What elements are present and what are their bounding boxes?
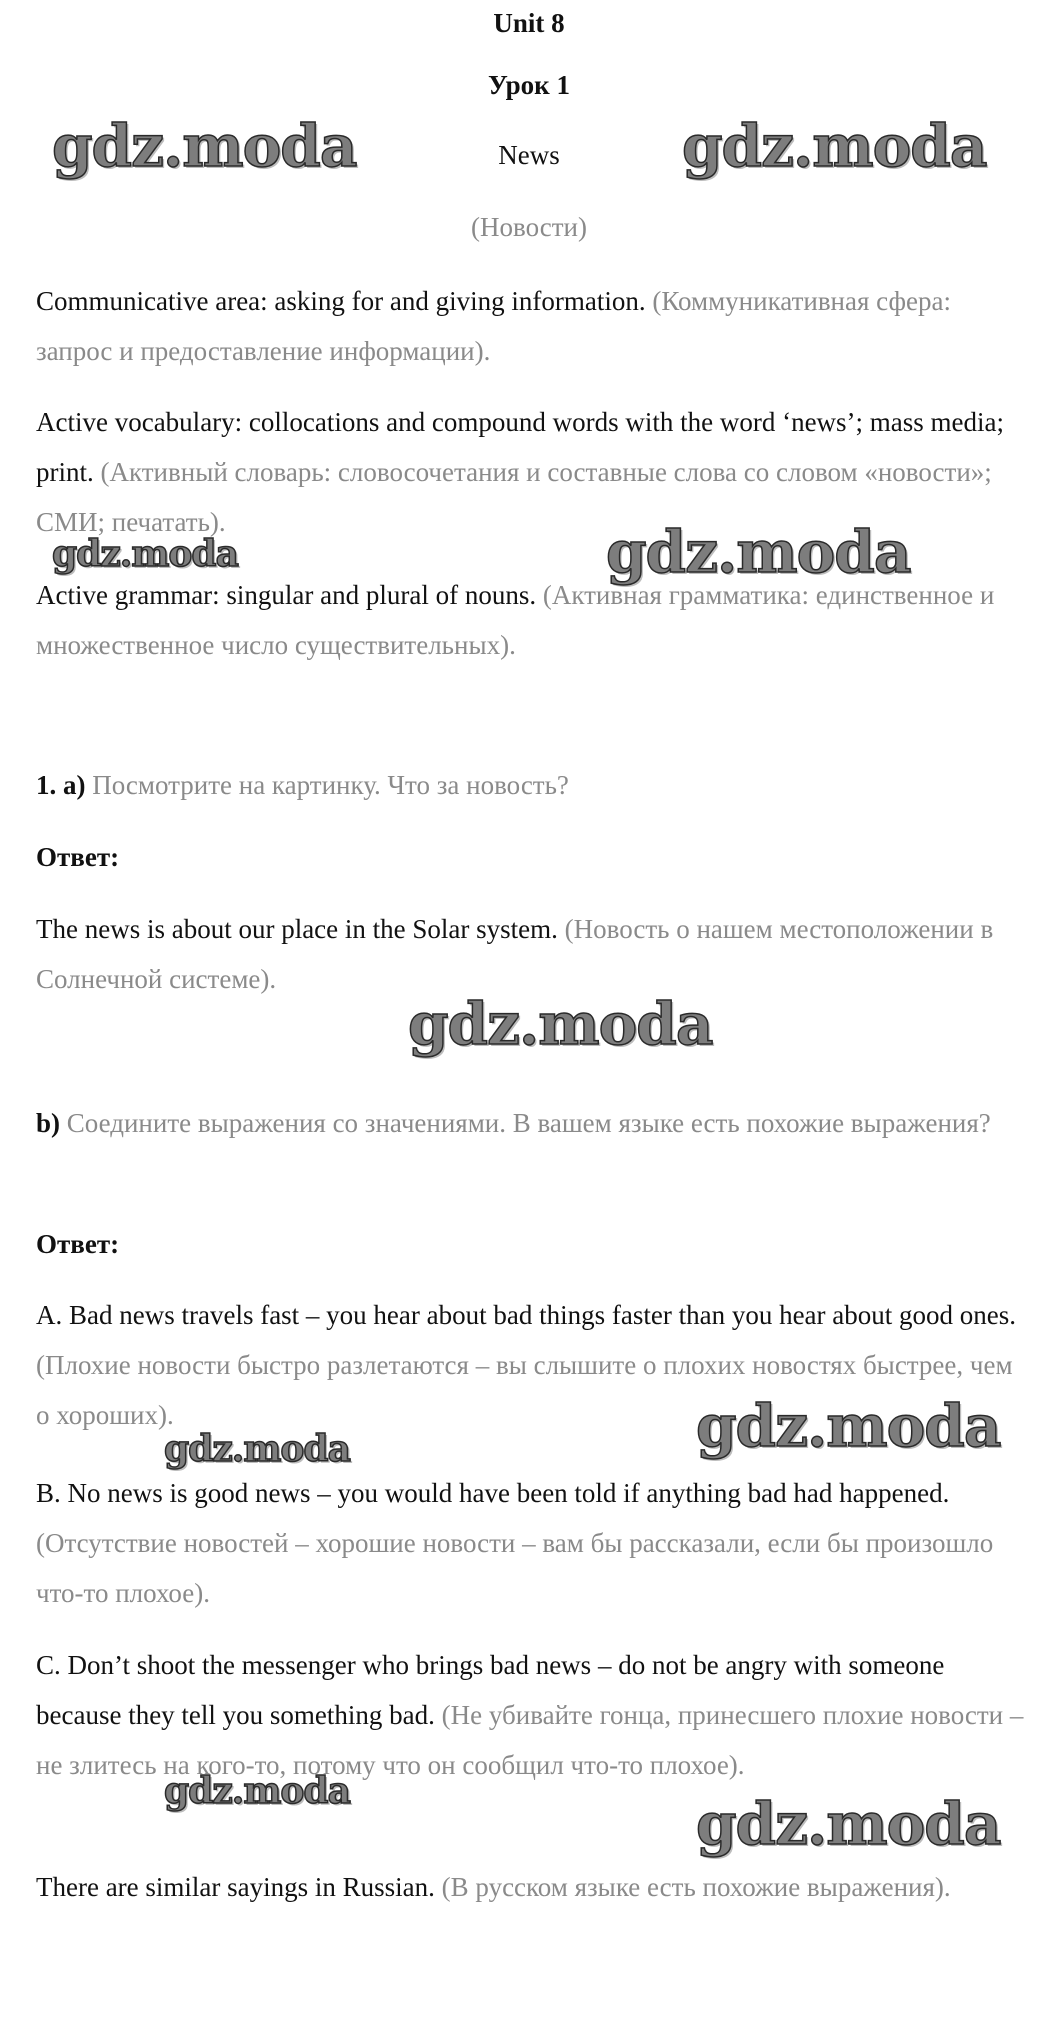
active-vocabulary-paragraph	[36, 397, 1026, 547]
exercise-1a-answer-text: The news is about our place in the Solar system.	[36, 914, 558, 944]
active-grammar-text: Active grammar: singular and plural of nouns.	[36, 580, 537, 610]
exercise-1a-task	[36, 760, 1026, 810]
lesson-heading: Урок 1	[488, 70, 570, 100]
watermark-logo: gdz.moda	[408, 990, 713, 1058]
active-vocabulary-text: Active vocabulary: collocations and compound words with the word ‘news’; mass media; print.	[36, 407, 1005, 487]
communicative-area-paragraph	[36, 276, 1026, 376]
saying-c-translation: (Не убивайте гонца, принесшего плохие новости – не злитесь на кого-то, потому что он сообщил что-то плохое).	[36, 1700, 1024, 1780]
closing-text: There are similar sayings in Russian.	[36, 1872, 435, 1902]
communicative-area-translation: (Коммуникативная сфера: запрос и предоставление информации).	[36, 286, 951, 366]
watermark-logo: gdz.moda	[606, 518, 911, 586]
closing-translation: (В русском языке есть похожие выражения).	[441, 1872, 951, 1902]
saying-c-text: C. Don’t shoot the messenger who brings bad news – do not be angry with someone because they tell you something bad.	[36, 1650, 945, 1730]
lesson-title-translation: (Новости)	[471, 212, 587, 242]
exercise-1a-number: 1. a)	[36, 770, 86, 800]
watermark-logo: gdz.moda	[52, 112, 357, 180]
active-vocabulary-translation: (Активный словарь: словосочетания и составные слова со словом «новости»; СМИ; печатать).	[36, 457, 992, 537]
lesson-title: News	[498, 140, 560, 170]
active-grammar-paragraph	[36, 570, 1026, 670]
watermark-logo: gdz.moda	[696, 1790, 1001, 1858]
exercise-1b-instruction: Соедините выражения со значениями. В вашем языке есть похожие выражения?	[66, 1108, 991, 1138]
unit-heading: Unit 8	[493, 8, 565, 38]
exercise-1a-answer-translation: (Новость о нашем местоположении в Солнечной системе).	[36, 914, 994, 994]
answer-label-1a: Ответ:	[36, 842, 120, 872]
closing-paragraph	[36, 1862, 1026, 1912]
watermark-logo: gdz.moda	[164, 1770, 350, 1812]
saying-c	[36, 1640, 1026, 1790]
saying-a-text: A. Bad news travels fast – you hear about bad things faster than you hear about good ones.	[36, 1300, 1017, 1330]
saying-b-text: B. No news is good news – you would have been told if anything bad had happened.	[36, 1478, 950, 1508]
active-grammar-translation: (Активная грамматика: единственное и множественное число существительных).	[36, 580, 995, 660]
watermark-logo: gdz.moda	[164, 1428, 350, 1470]
communicative-area-text: Communicative area: asking for and giving information.	[36, 286, 646, 316]
exercise-1a-instruction: Посмотрите на картинку. Что за новость?	[92, 770, 569, 800]
saying-b	[36, 1468, 1026, 1618]
exercise-1a-answer	[36, 904, 1026, 1004]
saying-a	[36, 1290, 1026, 1440]
watermark-logo: gdz.moda	[682, 112, 987, 180]
watermark-logo: gdz.moda	[52, 533, 238, 575]
saying-a-translation: (Плохие новости быстро разлетаются – вы слышите о плохих новостях быстрее, чем о хороших).	[36, 1350, 1013, 1430]
exercise-1b-task	[36, 1098, 1026, 1148]
watermark-logo: gdz.moda	[696, 1392, 1001, 1460]
answer-label-1b: Ответ:	[36, 1229, 120, 1259]
saying-b-translation: (Отсутствие новостей – хорошие новости – вам бы рассказали, если бы произошло что-то плохое).	[36, 1528, 994, 1608]
exercise-1b-number: b)	[36, 1108, 61, 1138]
